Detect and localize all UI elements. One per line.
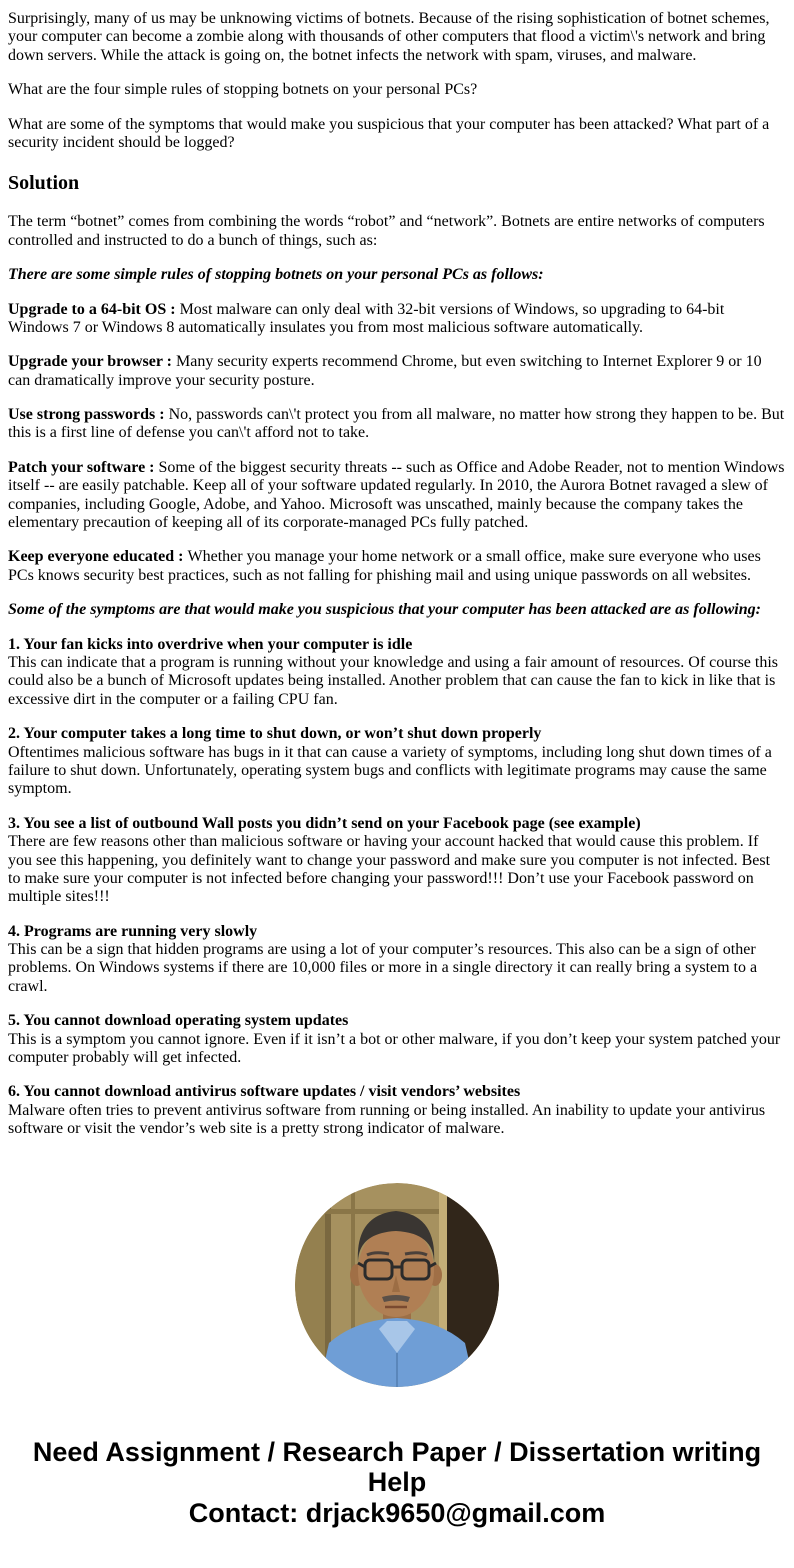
rule-lead: Upgrade to a 64-bit OS : — [8, 300, 180, 318]
rule-lead: Keep everyone educated : — [8, 548, 188, 566]
symptom-title: 2. Your computer takes a long time to shut down, or won’t shut down properly — [8, 725, 542, 743]
symptom-text: This can be a sign that hidden programs are using a lot of your computer’s resources. This also can be a sign of other problems. On Windows systems if there are 10,000 files or more in a single directory it can really bring a system to a crawl. — [8, 941, 758, 995]
rule-lead: Patch your software : — [8, 458, 159, 476]
symptom-item-1 — [8, 636, 786, 710]
profile-photo — [295, 1183, 499, 1387]
footer-banner — [18, 1437, 776, 1529]
rule-item-3 — [8, 406, 786, 443]
symptom-item-4 — [8, 923, 786, 997]
symptom-title: 4. Programs are running very slowly — [8, 922, 258, 940]
intro-paragraph: Surprisingly, many of us may be unknowing victims of botnets. Because of the rising sophistication of botnet schemes, your computer can become a zombie along with thousands of other computers that flood a victim\'s network and bring down servers. While the attack is going on, the botnet infects the network with spam, viruses, and malware. — [8, 10, 770, 64]
rule-item-1 — [8, 301, 786, 338]
symptom-item-3 — [8, 815, 786, 907]
rule-text: Some of the biggest security threats -- such as Office and Adobe Reader, not to mention Windows itself -- are easily patchable. Keep all of your software updated regularly. In 2010, the Aurora Botnet ravaged a slew of companies, including Google, Adobe, and Yahoo. Microsoft was unscathed, mainly because the company takes the elementary precaution of keeping all of its corporate-managed PCs fully patched. — [8, 458, 785, 532]
rule-text: Whether you manage your home network or a small office, make sure everyone who uses PCs knows security best practices, such as not falling for phishing mail and using unique passwords on all websites. — [8, 548, 761, 584]
symptoms-intro: Some of the symptoms are that would make you suspicious that your computer has been attacked are as following: — [8, 601, 761, 619]
rules-intro: There are some simple rules of stopping botnets on your personal PCs as follows: — [8, 266, 544, 284]
symptom-text: This can indicate that a program is running without your knowledge and using a fair amount of resources. Of course this could also be a bunch of Microsoft updates being installed. Another problem that can cause the fan to kick in like that is excessive dirt in the computer or a failing CPU fan. — [8, 653, 779, 708]
symptom-text: This is a symptom you cannot ignore. Even if it isn’t a bot or other malware, if you don’t keep your system patched your computer probably will get infected. — [8, 1030, 781, 1067]
symptom-title: 5. You cannot download operating system updates — [8, 1012, 349, 1030]
rule-lead: Use strong passwords : — [8, 406, 169, 424]
symptom-item-2 — [8, 725, 786, 799]
solution-intro-paragraph: The term “botnet” comes from combining the words “robot” and “network”. Botnets are entire networks of computers controlled and instructed to do a bunch of things, such as: — [8, 213, 765, 249]
rule-item-2 — [8, 353, 786, 390]
symptom-text: There are few reasons other than malicious software or having your account hacked that would cause this problem. If you see this happening, you definitely want to change your password and make sure you computer is not infected. Best to make sure your computer is not infected before changing your password!!! Don’t use your Facebook password on multiple sites!!! — [8, 833, 771, 906]
question-paragraph-2: What are some of the symptoms that would make you suspicious that your computer has been attacked? What part of a security incident should be logged? — [8, 115, 770, 151]
symptom-title: 6. You cannot download antivirus software updates / visit vendors’ websites — [8, 1083, 521, 1101]
rule-item-5 — [8, 548, 786, 585]
symptom-item-5 — [8, 1012, 786, 1067]
footer-contact-email: Contact: drjack9650@gmail.com — [188, 1497, 606, 1528]
question-paragraph-1: What are the four simple rules of stopping botnets on your personal PCs? — [8, 81, 478, 99]
symptom-item-6 — [8, 1083, 786, 1138]
rule-lead: Upgrade your browser : — [8, 353, 176, 371]
symptom-title: 1. Your fan kicks into overdrive when your computer is idle — [8, 635, 413, 653]
symptom-text: Malware often tries to prevent antivirus software from running or being installed. An inability to update your antivirus software or visit the vendor’s web site is a pretty strong indicator of malware. — [8, 1101, 766, 1138]
rule-text: Many security experts recommend Chrome, but even switching to Internet Explorer 9 or 10 can dramatically improve your security posture. — [8, 353, 762, 389]
profile-photo-container — [8, 1183, 786, 1387]
solution-heading: Solution — [8, 172, 80, 195]
rule-text: Most malware can only deal with 32-bit versions of Windows, so upgrading to 64-bit Windows 7 or Windows 8 automatically insulates you from most malicious software automatically. — [8, 300, 725, 336]
rule-text: No, passwords can\'t protect you from all malware, no matter how strong they happen to be. But this is a first line of defense you can\'t afford not to take. — [8, 406, 785, 442]
symptom-title: 3. You see a list of outbound Wall posts you didn’t send on your Facebook page (see example) — [8, 814, 641, 832]
footer-help-text: Need Assignment / Research Paper / Dissertation writing Help — [32, 1436, 762, 1498]
symptom-text: Oftentimes malicious software has bugs in it that can cause a variety of symptoms, including long shut down times of a failure to shut down. Unfortunately, operating system bugs and conflicts with legitimate programs may cause the same symptom. — [8, 743, 772, 798]
rule-item-4 — [8, 459, 786, 533]
